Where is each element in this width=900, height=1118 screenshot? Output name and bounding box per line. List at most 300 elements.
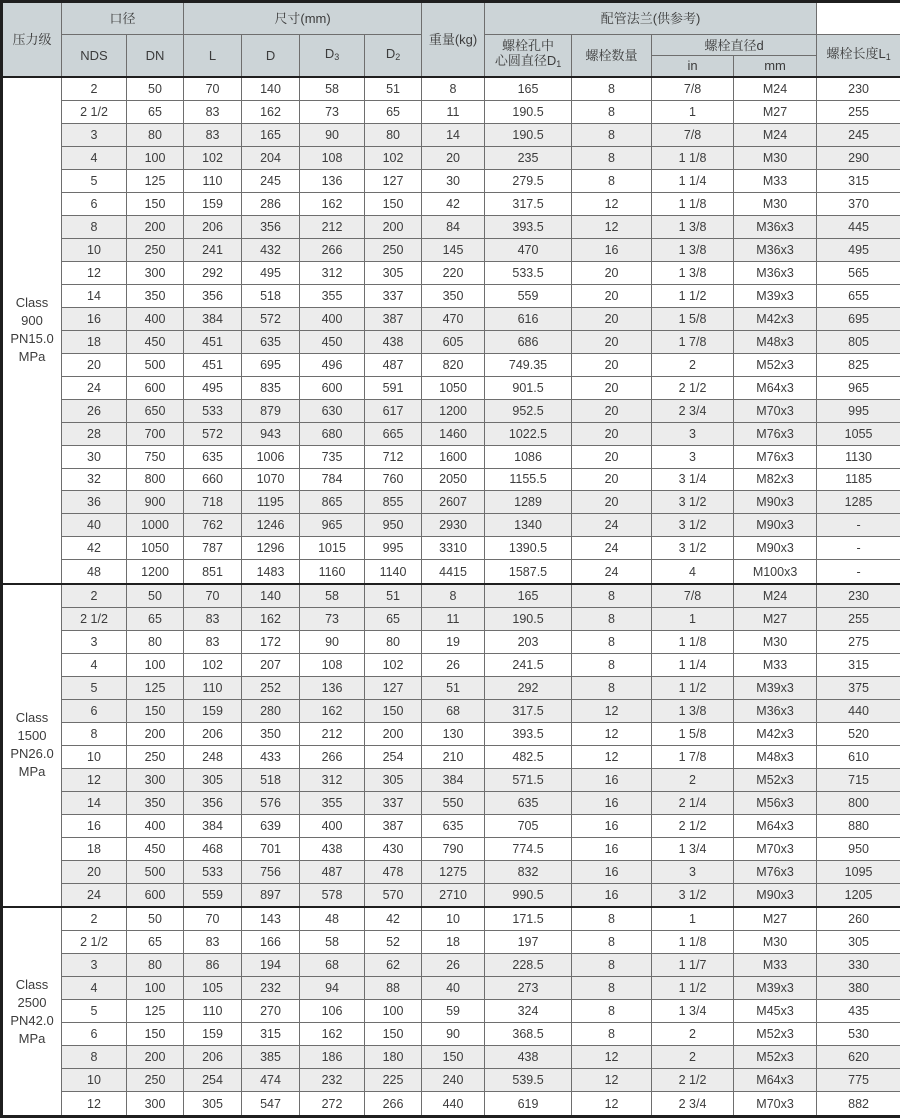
- table-cell-DN: 300: [127, 261, 184, 284]
- table-cell-D2: 617: [365, 399, 422, 422]
- table-cell-bolt_qty: 8: [572, 100, 652, 123]
- pressure-class-line: PN26.0: [10, 746, 54, 762]
- table-cell-bolt_circle_D1: 749.35: [485, 353, 572, 376]
- table-cell-DN: 600: [127, 883, 184, 907]
- table-cell-D3: 212: [300, 722, 365, 745]
- table-cell-DN: 50: [127, 77, 184, 101]
- table-cell-weight_kg: 605: [422, 330, 485, 353]
- table-cell-D: 350: [242, 722, 300, 745]
- table-cell-D: 474: [242, 1069, 300, 1092]
- table-cell-bolt_len_L1: 775: [817, 1069, 900, 1092]
- table-cell-bolt_dia_in: 1 3/4: [652, 837, 734, 860]
- table-cell-D2: 266: [365, 1092, 422, 1117]
- table-cell-bolt_qty: 8: [572, 931, 652, 954]
- table-cell-bolt_qty: 12: [572, 722, 652, 745]
- table-cell-bolt_circle_D1: 190.5: [485, 123, 572, 146]
- table-cell-bolt_len_L1: 370: [817, 192, 900, 215]
- table-cell-D3: 1015: [300, 537, 365, 560]
- table-cell-NDS: 6: [62, 192, 127, 215]
- table-cell-bolt_dia_in: 1: [652, 907, 734, 931]
- table-cell-bolt_circle_D1: 1022.5: [485, 422, 572, 445]
- table-row: [2, 192, 900, 215]
- table-cell-bolt_dia_mm: M27: [734, 907, 817, 931]
- table-cell-bolt_circle_D1: 686: [485, 330, 572, 353]
- table-cell-NDS: 5: [62, 1000, 127, 1023]
- table-cell-DN: 150: [127, 1023, 184, 1046]
- table-cell-L: 241: [184, 238, 242, 261]
- table-cell-bolt_circle_D1: 1086: [485, 445, 572, 468]
- table-cell-D: 140: [242, 77, 300, 101]
- table-cell-weight_kg: 220: [422, 261, 485, 284]
- table-cell-bolt_circle_D1: 571.5: [485, 768, 572, 791]
- table-cell-bolt_qty: 8: [572, 907, 652, 931]
- table-cell-bolt_qty: 8: [572, 584, 652, 608]
- table-cell-weight_kg: 8: [422, 77, 485, 101]
- table-cell-bolt_len_L1: 800: [817, 791, 900, 814]
- table-row: [2, 284, 900, 307]
- table-cell-NDS: 4: [62, 653, 127, 676]
- table-cell-bolt_len_L1: 1130: [817, 445, 900, 468]
- pressure-class-line: PN42.0: [10, 1012, 54, 1028]
- table-cell-DN: 80: [127, 630, 184, 653]
- table-cell-bolt_circle_D1: 203: [485, 630, 572, 653]
- table-cell-D: 1006: [242, 445, 300, 468]
- table-cell-NDS: 2 1/2: [62, 607, 127, 630]
- table-cell-bolt_dia_in: 7/8: [652, 77, 734, 101]
- table-cell-D2: 150: [365, 699, 422, 722]
- table-cell-weight_kg: 350: [422, 284, 485, 307]
- table-cell-bolt_qty: 20: [572, 468, 652, 491]
- table-cell-L: 70: [184, 907, 242, 931]
- table-row: [2, 1023, 900, 1046]
- table-cell-D: 879: [242, 399, 300, 422]
- table-cell-D: 572: [242, 307, 300, 330]
- table-row: [2, 676, 900, 699]
- table-cell-bolt_circle_D1: 533.5: [485, 261, 572, 284]
- table-cell-bolt_len_L1: 290: [817, 146, 900, 169]
- table-cell-NDS: 3: [62, 630, 127, 653]
- table-cell-bolt_dia_in: 1 1/4: [652, 169, 734, 192]
- table-cell-L: 102: [184, 653, 242, 676]
- table-cell-bolt_dia_in: 2: [652, 1046, 734, 1069]
- table-cell-bolt_qty: 16: [572, 883, 652, 907]
- table-cell-bolt_dia_mm: M52x3: [734, 353, 817, 376]
- table-cell-L: 851: [184, 560, 242, 584]
- table-cell-D2: 65: [365, 607, 422, 630]
- table-cell-DN: 250: [127, 238, 184, 261]
- table-cell-bolt_dia_in: 1 3/8: [652, 215, 734, 238]
- table-cell-D: 162: [242, 100, 300, 123]
- table-cell-bolt_qty: 20: [572, 307, 652, 330]
- table-cell-bolt_dia_in: 2 1/2: [652, 814, 734, 837]
- table-cell-weight_kg: 2710: [422, 883, 485, 907]
- table-cell-bolt_dia_mm: M45x3: [734, 1000, 817, 1023]
- table-cell-bolt_qty: 8: [572, 77, 652, 101]
- table-cell-L: 635: [184, 445, 242, 468]
- table-cell-D: 162: [242, 607, 300, 630]
- table-cell-bolt_dia_in: 3: [652, 860, 734, 883]
- table-row: [2, 238, 900, 261]
- table-cell-bolt_qty: 24: [572, 537, 652, 560]
- table-cell-DN: 150: [127, 699, 184, 722]
- table-cell-L: 660: [184, 468, 242, 491]
- table-cell-bolt_dia_mm: M30: [734, 192, 817, 215]
- table-cell-bolt_dia_mm: M39x3: [734, 977, 817, 1000]
- table-cell-bolt_len_L1: 495: [817, 238, 900, 261]
- table-cell-bolt_dia_mm: M30: [734, 630, 817, 653]
- table-cell-weight_kg: 790: [422, 837, 485, 860]
- table-cell-D2: 102: [365, 653, 422, 676]
- table-cell-bolt_qty: 16: [572, 791, 652, 814]
- table-cell-D: 518: [242, 284, 300, 307]
- table-cell-L: 159: [184, 192, 242, 215]
- table-cell-bolt_circle_D1: 1289: [485, 491, 572, 514]
- table-cell-D2: 305: [365, 768, 422, 791]
- table-cell-D: 143: [242, 907, 300, 931]
- table-row: [2, 907, 900, 931]
- pressure-class-cell: [2, 584, 62, 907]
- table-cell-D: 166: [242, 931, 300, 954]
- table-cell-weight_kg: 2050: [422, 468, 485, 491]
- table-cell-bolt_circle_D1: 470: [485, 238, 572, 261]
- table-cell-bolt_dia_in: 1 3/8: [652, 699, 734, 722]
- table-cell-L: 110: [184, 676, 242, 699]
- pressure-class-line: 1500: [17, 728, 47, 744]
- table-cell-bolt_qty: 12: [572, 1092, 652, 1117]
- table-cell-D3: 355: [300, 791, 365, 814]
- table-cell-DN: 80: [127, 123, 184, 146]
- table-cell-NDS: 2: [62, 907, 127, 931]
- table-cell-bolt_len_L1: 230: [817, 77, 900, 101]
- table-cell-DN: 150: [127, 192, 184, 215]
- table-cell-bolt_dia_in: 1 1/7: [652, 954, 734, 977]
- table-cell-D3: 186: [300, 1046, 365, 1069]
- table-cell-D: 701: [242, 837, 300, 860]
- table-cell-D3: 58: [300, 584, 365, 608]
- table-cell-bolt_dia_in: 1 1/8: [652, 192, 734, 215]
- table-cell-bolt_circle_D1: 619: [485, 1092, 572, 1117]
- table-cell-bolt_dia_mm: M30: [734, 931, 817, 954]
- table-cell-bolt_len_L1: 965: [817, 376, 900, 399]
- table-cell-bolt_qty: 12: [572, 1046, 652, 1069]
- table-cell-bolt_circle_D1: 1587.5: [485, 560, 572, 584]
- table-cell-bolt_len_L1: 950: [817, 837, 900, 860]
- table-cell-D2: 760: [365, 468, 422, 491]
- table-cell-D3: 272: [300, 1092, 365, 1117]
- table-cell-bolt_len_L1: 260: [817, 907, 900, 931]
- table-cell-D3: 630: [300, 399, 365, 422]
- table-cell-weight_kg: 11: [422, 607, 485, 630]
- table-cell-L: 254: [184, 1069, 242, 1092]
- table-cell-NDS: 2 1/2: [62, 100, 127, 123]
- table-cell-bolt_dia_in: 2 3/4: [652, 1092, 734, 1117]
- table-cell-L: 787: [184, 537, 242, 560]
- table-row: [2, 514, 900, 537]
- table-cell-bolt_circle_D1: 368.5: [485, 1023, 572, 1046]
- table-cell-D2: 80: [365, 123, 422, 146]
- table-cell-bolt_circle_D1: 901.5: [485, 376, 572, 399]
- table-cell-L: 105: [184, 977, 242, 1000]
- table-cell-NDS: 30: [62, 445, 127, 468]
- table-cell-bolt_circle_D1: 292: [485, 676, 572, 699]
- table-cell-bolt_qty: 20: [572, 330, 652, 353]
- table-cell-DN: 1200: [127, 560, 184, 584]
- table-cell-bolt_dia_mm: M56x3: [734, 791, 817, 814]
- table-cell-D2: 80: [365, 630, 422, 653]
- table-cell-bolt_dia_mm: M36x3: [734, 215, 817, 238]
- table-cell-weight_kg: 145: [422, 238, 485, 261]
- table-cell-bolt_qty: 16: [572, 768, 652, 791]
- table-cell-weight_kg: 470: [422, 307, 485, 330]
- table-cell-D3: 73: [300, 607, 365, 630]
- table-cell-bolt_circle_D1: 1340: [485, 514, 572, 537]
- table-cell-bolt_dia_mm: M64x3: [734, 376, 817, 399]
- table-cell-L: 572: [184, 422, 242, 445]
- table-cell-NDS: 8: [62, 1046, 127, 1069]
- table-cell-bolt_qty: 20: [572, 376, 652, 399]
- table-cell-NDS: 40: [62, 514, 127, 537]
- table-cell-NDS: 28: [62, 422, 127, 445]
- table-cell-D: 270: [242, 1000, 300, 1023]
- table-body: [2, 77, 900, 1117]
- table-cell-bolt_len_L1: 275: [817, 630, 900, 653]
- table-cell-bolt_dia_mm: M24: [734, 584, 817, 608]
- table-cell-NDS: 24: [62, 883, 127, 907]
- table-cell-D2: 337: [365, 791, 422, 814]
- table-cell-weight_kg: 1050: [422, 376, 485, 399]
- table-cell-DN: 650: [127, 399, 184, 422]
- table-cell-bolt_len_L1: 1055: [817, 422, 900, 445]
- table-cell-D2: 62: [365, 954, 422, 977]
- table-cell-D2: 200: [365, 215, 422, 238]
- table-cell-bolt_dia_in: 3: [652, 422, 734, 445]
- table-cell-bolt_dia_mm: M33: [734, 954, 817, 977]
- table-cell-weight_kg: 26: [422, 954, 485, 977]
- table-cell-bolt_circle_D1: 774.5: [485, 837, 572, 860]
- table-cell-D3: 58: [300, 77, 365, 101]
- table-cell-D: 635: [242, 330, 300, 353]
- pressure-class-line: MPa: [18, 1030, 46, 1046]
- table-cell-DN: 200: [127, 215, 184, 238]
- table-cell-L: 86: [184, 954, 242, 977]
- table-cell-bolt_circle_D1: 241.5: [485, 653, 572, 676]
- table-cell-bolt_dia_mm: M70x3: [734, 399, 817, 422]
- table-cell-bolt_len_L1: 305: [817, 931, 900, 954]
- table-cell-bolt_dia_mm: M82x3: [734, 468, 817, 491]
- table-row: [2, 422, 900, 445]
- table-cell-bolt_dia_in: 1 3/4: [652, 1000, 734, 1023]
- table-cell-bolt_qty: 8: [572, 169, 652, 192]
- table-cell-D: 897: [242, 883, 300, 907]
- table-cell-bolt_circle_D1: 317.5: [485, 192, 572, 215]
- table-cell-bolt_circle_D1: 482.5: [485, 745, 572, 768]
- table-cell-bolt_len_L1: 805: [817, 330, 900, 353]
- table-cell-weight_kg: 51: [422, 676, 485, 699]
- col-header-pressure-class: 压力级: [2, 2, 62, 77]
- table-cell-D3: 73: [300, 100, 365, 123]
- table-cell-D: 433: [242, 745, 300, 768]
- table-cell-D3: 136: [300, 676, 365, 699]
- table-cell-NDS: 14: [62, 791, 127, 814]
- table-cell-bolt_dia_in: 7/8: [652, 584, 734, 608]
- table-cell-D2: 127: [365, 676, 422, 699]
- table-cell-D3: 108: [300, 653, 365, 676]
- table-cell-bolt_dia_mm: M39x3: [734, 676, 817, 699]
- table-row: [2, 931, 900, 954]
- table-cell-DN: 125: [127, 676, 184, 699]
- table-row: [2, 261, 900, 284]
- table-cell-D2: 337: [365, 284, 422, 307]
- table-cell-L: 356: [184, 791, 242, 814]
- table-cell-D2: 712: [365, 445, 422, 468]
- table-cell-D2: 250: [365, 238, 422, 261]
- table-row: [2, 399, 900, 422]
- pressure-class-line: 2500: [17, 994, 47, 1010]
- table-cell-bolt_qty: 20: [572, 284, 652, 307]
- col-header-d2: $D_2$: [365, 35, 422, 77]
- table-cell-bolt_dia_mm: M24: [734, 123, 817, 146]
- table-cell-D: 576: [242, 791, 300, 814]
- table-row: [2, 353, 900, 376]
- table-cell-bolt_len_L1: 520: [817, 722, 900, 745]
- table-cell-D: 835: [242, 376, 300, 399]
- table-cell-D: 172: [242, 630, 300, 653]
- table-cell-D2: 150: [365, 1023, 422, 1046]
- table-cell-bolt_dia_in: 3 1/2: [652, 514, 734, 537]
- table-cell-D2: 42: [365, 907, 422, 931]
- table-cell-bolt_dia_mm: M52x3: [734, 768, 817, 791]
- table-cell-D: 695: [242, 353, 300, 376]
- table-cell-DN: 50: [127, 907, 184, 931]
- table-cell-weight_kg: 384: [422, 768, 485, 791]
- table-cell-L: 70: [184, 584, 242, 608]
- table-cell-D2: 52: [365, 931, 422, 954]
- table-cell-weight_kg: 11: [422, 100, 485, 123]
- col-header-bolt-quantity: 螺栓数量: [572, 35, 652, 77]
- table-cell-L: 83: [184, 100, 242, 123]
- table-cell-L: 83: [184, 630, 242, 653]
- col-header-bolt-diameter-in: in: [652, 56, 734, 77]
- table-cell-DN: 450: [127, 330, 184, 353]
- table-cell-bolt_dia_in: 3: [652, 445, 734, 468]
- table-header: [2, 2, 900, 77]
- table-cell-bolt_dia_mm: M90x3: [734, 883, 817, 907]
- table-row: [2, 445, 900, 468]
- table-row: [2, 169, 900, 192]
- table-cell-bolt_dia_in: 2 3/4: [652, 399, 734, 422]
- table-cell-bolt_dia_mm: M52x3: [734, 1023, 817, 1046]
- table-cell-bolt_qty: 8: [572, 146, 652, 169]
- table-cell-bolt_qty: 8: [572, 1023, 652, 1046]
- table-cell-L: 110: [184, 169, 242, 192]
- table-cell-bolt_len_L1: 610: [817, 745, 900, 768]
- table-cell-D: 315: [242, 1023, 300, 1046]
- table-cell-DN: 125: [127, 169, 184, 192]
- col-header-dn: DN: [127, 35, 184, 77]
- table-cell-bolt_dia_mm: M64x3: [734, 814, 817, 837]
- table-cell-bolt_circle_D1: 324: [485, 1000, 572, 1023]
- table-cell-D3: 450: [300, 330, 365, 353]
- table-cell-D2: 570: [365, 883, 422, 907]
- table-cell-bolt_dia_in: 1 3/8: [652, 261, 734, 284]
- table-cell-D: 1483: [242, 560, 300, 584]
- table-cell-bolt_dia_in: 2 1/2: [652, 376, 734, 399]
- table-cell-bolt_dia_mm: M76x3: [734, 860, 817, 883]
- table-cell-bolt_circle_D1: 190.5: [485, 607, 572, 630]
- table-cell-DN: 300: [127, 1092, 184, 1117]
- table-cell-D2: 430: [365, 837, 422, 860]
- table-cell-L: 533: [184, 860, 242, 883]
- table-cell-bolt_dia_mm: M48x3: [734, 330, 817, 353]
- table-cell-bolt_len_L1: -: [817, 514, 900, 537]
- table-cell-L: 83: [184, 123, 242, 146]
- table-cell-bolt_dia_mm: M36x3: [734, 261, 817, 284]
- pressure-class-cell: [2, 907, 62, 1117]
- table-cell-bolt_len_L1: -: [817, 560, 900, 584]
- table-cell-D3: 232: [300, 1069, 365, 1092]
- table-row: [2, 560, 900, 584]
- table-cell-NDS: 8: [62, 215, 127, 238]
- table-cell-DN: 200: [127, 1046, 184, 1069]
- table-cell-bolt_qty: 8: [572, 123, 652, 146]
- table-cell-D2: 591: [365, 376, 422, 399]
- table-cell-L: 533: [184, 399, 242, 422]
- table-row: [2, 584, 900, 608]
- table-row: [2, 745, 900, 768]
- table-cell-bolt_dia_in: 1 1/2: [652, 676, 734, 699]
- table-cell-D3: 90: [300, 630, 365, 653]
- table-cell-D2: 995: [365, 537, 422, 560]
- table-row: [2, 1069, 900, 1092]
- col-header-size-mm: 尺寸(mm): [184, 2, 422, 35]
- table-cell-bolt_len_L1: 315: [817, 653, 900, 676]
- table-cell-D3: 400: [300, 307, 365, 330]
- table-cell-bolt_circle_D1: 559: [485, 284, 572, 307]
- table-cell-D3: 108: [300, 146, 365, 169]
- table-cell-bolt_circle_D1: 165: [485, 584, 572, 608]
- table-cell-D2: 102: [365, 146, 422, 169]
- table-cell-bolt_len_L1: 880: [817, 814, 900, 837]
- table-cell-D2: 387: [365, 814, 422, 837]
- table-cell-D2: 438: [365, 330, 422, 353]
- table-cell-D: 204: [242, 146, 300, 169]
- table-cell-DN: 50: [127, 584, 184, 608]
- table-cell-D2: 88: [365, 977, 422, 1000]
- table-cell-L: 495: [184, 376, 242, 399]
- table-cell-DN: 250: [127, 745, 184, 768]
- table-cell-bolt_qty: 16: [572, 814, 652, 837]
- table-row: [2, 630, 900, 653]
- table-row: [2, 1000, 900, 1023]
- table-cell-D3: 784: [300, 468, 365, 491]
- table-cell-DN: 500: [127, 860, 184, 883]
- table-row: [2, 77, 900, 101]
- table-cell-bolt_dia_mm: M90x3: [734, 537, 817, 560]
- table-cell-bolt_circle_D1: 539.5: [485, 1069, 572, 1092]
- table-cell-bolt_len_L1: 245: [817, 123, 900, 146]
- table-cell-bolt_qty: 12: [572, 745, 652, 768]
- table-cell-bolt_dia_in: 2: [652, 1023, 734, 1046]
- table-cell-bolt_len_L1: 695: [817, 307, 900, 330]
- table-cell-weight_kg: 26: [422, 653, 485, 676]
- table-cell-bolt_qty: 16: [572, 837, 652, 860]
- table-cell-D2: 65: [365, 100, 422, 123]
- table-cell-DN: 600: [127, 376, 184, 399]
- table-cell-D3: 965: [300, 514, 365, 537]
- table-row: [2, 883, 900, 907]
- table-cell-bolt_dia_in: 1 1/8: [652, 146, 734, 169]
- pressure-class-line: Class: [15, 295, 49, 311]
